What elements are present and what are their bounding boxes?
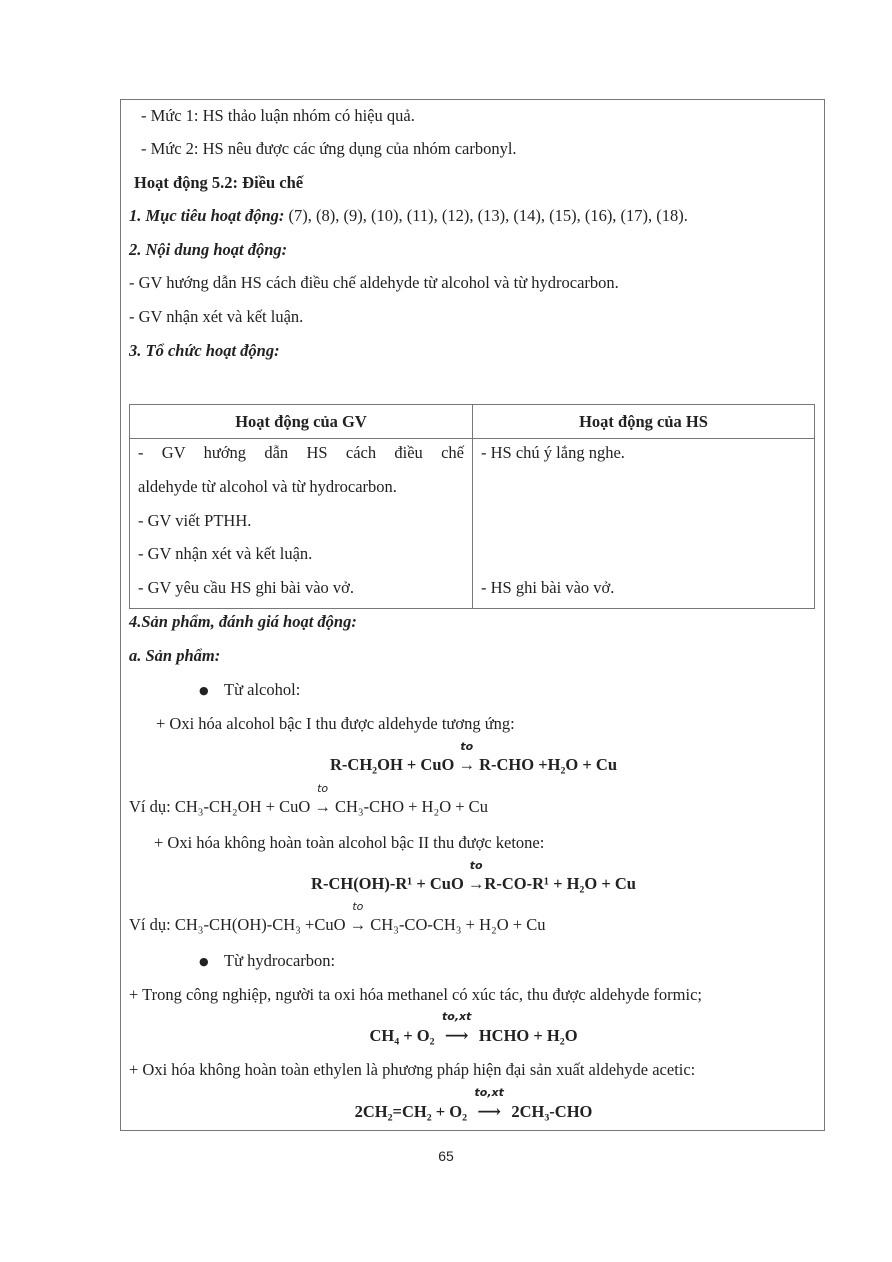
example-1-left: Ví dụ: CH₃-CH₂OH + CuO xyxy=(129,797,315,816)
industry-text: + Trong công nghiệp, người ta oxi hóa methanel có xúc tác, thu được aldehyde formic; xyxy=(129,985,702,1004)
example-2 xyxy=(129,900,546,935)
bullet-hydrocarbon: Từ hydrocarbon: xyxy=(224,951,336,970)
reaction-arrow: to → xyxy=(349,900,367,934)
arrow-condition: to xyxy=(317,782,329,795)
gv-line-4: - GV nhận xét và kết luận. xyxy=(138,544,313,563)
level-1-text: - Mức 1: HS thảo luận nhóm có hiệu quả. xyxy=(141,106,415,125)
equation-1-left: R-CH₂OH + CuO xyxy=(330,755,459,774)
arrow-condition: to,xt xyxy=(442,1010,472,1023)
activity-title: Hoạt động 5.2: Điều chế xyxy=(134,173,304,192)
bullet-icon: ● xyxy=(199,684,209,697)
gv-line-3: - GV viết PTHH. xyxy=(138,511,252,530)
reaction-arrow: to,xt ⟶ xyxy=(442,1010,472,1045)
gv-cell xyxy=(130,439,473,609)
page-number: 65 xyxy=(438,1148,454,1164)
equation-4 xyxy=(121,1086,826,1122)
arrow-condition: to,xt xyxy=(474,1086,504,1099)
example-1 xyxy=(129,782,488,817)
equation-4-right: 2CH₃-CHO xyxy=(507,1102,593,1121)
bullet-icon: ● xyxy=(199,955,209,968)
equation-3 xyxy=(121,1010,826,1046)
gv-line-1: - GV hướng dẫn HS cách điều chế xyxy=(138,443,464,462)
table-header-row xyxy=(130,405,815,439)
bullet-alcohol: Từ alcohol: xyxy=(224,680,301,699)
gv-line-2: aldehyde từ alcohol và từ hydrocarbon. xyxy=(138,477,397,496)
oxi-primary-text: + Oxi hóa alcohol bậc I thu được aldehyde tương ứng: xyxy=(156,714,515,733)
reaction-arrow: to → xyxy=(467,859,485,893)
equation-4-left: 2CH₂=CH₂ + O₂ xyxy=(354,1102,472,1121)
equation-2 xyxy=(121,859,826,894)
product-sub-label: a. Sản phẩm: xyxy=(129,646,221,665)
example-1-right: CH₃-CHO + H₂O + Cu xyxy=(330,797,488,816)
content-frame xyxy=(120,99,825,1131)
hs-line-2: - HS ghi bài vào vở. xyxy=(481,578,615,597)
arrow-condition: to xyxy=(352,900,364,913)
hs-line-1: - HS chú ý lắng nghe. xyxy=(481,443,625,462)
gv-line-5: - GV yêu cầu HS ghi bài vào vở. xyxy=(138,578,355,597)
organize-label: 3. Tổ chức hoạt động: xyxy=(129,341,280,360)
ethylene-text: + Oxi hóa không hoàn toàn ethylen là phương pháp hiện đại sản xuất aldehyde acetic: xyxy=(129,1060,696,1079)
reaction-arrow: to → xyxy=(314,782,331,816)
example-2-left: Ví dụ: CH₃-CH(OH)-CH₃ +CuO xyxy=(129,915,350,934)
header-gv: Hoạt động của GV xyxy=(130,405,473,439)
reaction-arrow: to,xt ⟶ xyxy=(474,1086,504,1121)
header-hs: Hoạt động của HS xyxy=(473,405,815,439)
example-2-right: CH₃-CO-CH₃ + H₂O + Cu xyxy=(366,915,546,934)
product-label: 4.Sản phẩm, đánh giá hoạt động: xyxy=(129,612,357,631)
equation-3-right: HCHO + H₂O xyxy=(474,1026,578,1045)
objective-text: (7), (8), (9), (10), (11), (12), (13), (14), (15), (16), (17), (18). xyxy=(284,206,688,225)
equation-2-left: R-CH(OH)-R¹ + CuO xyxy=(311,874,468,893)
content-line-1: - GV hướng dẫn HS cách điều chế aldehyde từ alcohol và từ hydrocarbon. xyxy=(129,273,619,292)
hs-cell xyxy=(473,439,815,609)
arrow-condition: to xyxy=(460,740,474,753)
objective-line xyxy=(129,206,688,226)
content-line-2: - GV nhận xét và kết luận. xyxy=(129,307,304,326)
equation-1-right: R-CHO +H₂O + Cu xyxy=(474,755,617,774)
objective-label: 1. Mục tiêu hoạt động: xyxy=(129,206,285,225)
activity-table xyxy=(129,404,815,609)
table-row xyxy=(130,439,815,609)
reaction-arrow: to → xyxy=(458,740,475,774)
equation-1 xyxy=(121,740,826,775)
equation-3-left: CH₄ + O₂ xyxy=(369,1026,439,1045)
arrow-condition: to xyxy=(469,859,483,872)
equation-2-right: R-CO-R¹ + H₂O + Cu xyxy=(484,874,636,893)
level-2-text: - Mức 2: HS nêu được các ứng dụng của nhóm carbonyl. xyxy=(141,139,517,158)
content-label: 2. Nội dung hoạt động: xyxy=(129,240,288,259)
oxi-secondary-text: + Oxi hóa không hoàn toàn alcohol bậc II thu được ketone: xyxy=(154,833,545,852)
